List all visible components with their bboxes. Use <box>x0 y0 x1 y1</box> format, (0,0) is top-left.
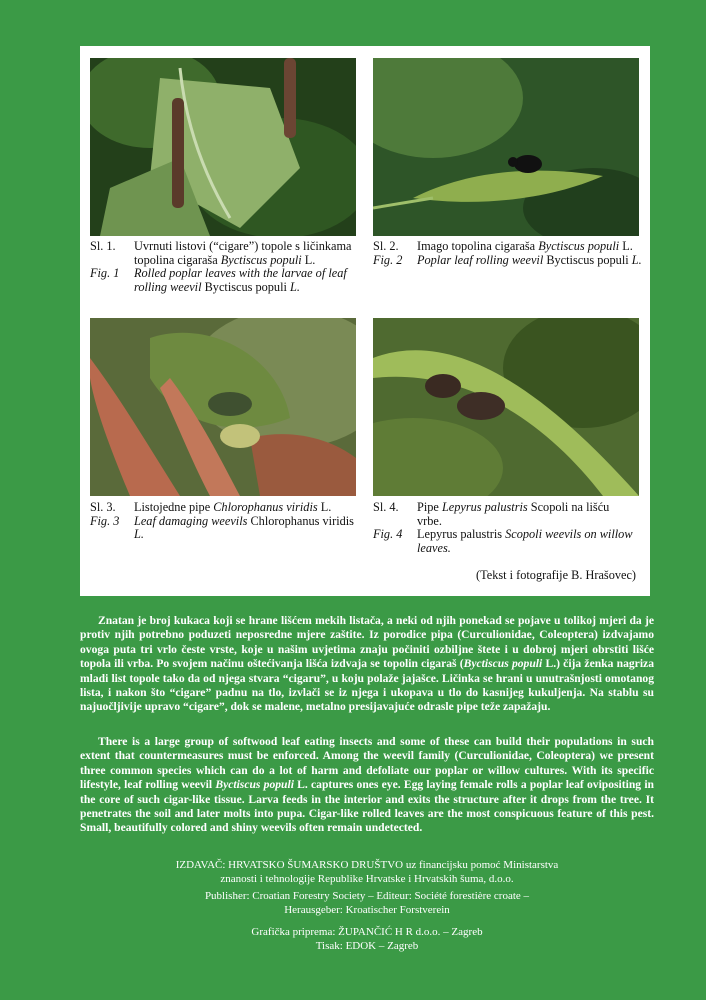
croatian-species: Byctiscus populi <box>463 657 543 671</box>
caption-2 <box>373 240 643 267</box>
graphic-prep-line: Grafička priprema: ŽUPANČIĆ H R d.o.o. – Zagreb <box>251 926 483 938</box>
photo-lepyrus-weevils-on-willow <box>373 318 639 496</box>
photo-poplar-weevil-on-leaf <box>373 58 639 236</box>
caption-1-fig-text: Rolled poplar leaves with the larvae of leaf rolling weevil <box>134 266 347 294</box>
caption-3-fig-author: L. <box>134 527 144 542</box>
publisher-line-2: znanosti i tehnologije Republike Hrvatske i Hrvatskih šuma, d.o.o. <box>220 873 514 885</box>
publisher-line-1: IZDAVAČ: HRVATSKO ŠUMARSKO DRUŠTVO uz financijsku pomoć Ministarstva <box>175 859 559 871</box>
caption-1-sl-author: L. <box>301 252 316 267</box>
caption-1-fig-species: Byctiscus populi <box>204 279 287 294</box>
english-text-part1: There is a large group of softwood leaf eating insects and some of these can build their populations in such extent that countermeasures must be enforced. Among the weevil family (Curculionidae, Coleoptera) we present three common species which can do a lot of harm and defoliate our poplar or willow cultures. With its specific lifestyle, leaf rolling weevil <box>80 735 654 792</box>
croatian-text-part2: L.) čija ženka nagriza mladi list topole tako da od njega stvara “cigaru”, u koju polaže jajašce. Ličinka se hrani u unutrašnjosti omotanog lista, i nakon što “cigare” padnu na tlo, izvlači se iz njega i ukopava u tlo do kasnijeg kukuljenja. Na stablu su najuočljivije upravo “cigare”, dok se malene, metalno presijavajuće odrasle pipe teže zapažaju. <box>80 657 654 714</box>
caption-1-sl-label: Sl. 1. <box>90 239 116 253</box>
figure-panel <box>80 46 650 596</box>
photo-rolled-poplar-leaves <box>90 58 356 236</box>
caption-2-fig-text: Poplar leaf rolling weevil <box>417 252 547 267</box>
caption-1-fig-label: Fig. 1 <box>90 266 120 281</box>
caption-3 <box>90 501 366 542</box>
publisher-line-3: Publisher: Croatian Forestry Society – Editeur: Société forestière croate – <box>204 890 530 902</box>
caption-1-sl-text: Uvrnuti listovi (“cigare”) topole s ličinkama topolina cigaraša <box>134 239 352 267</box>
english-text-part2: L. captures ones eye. Egg laying female rolls a poplar leaf ovipositing in the core of such cigar-like tissue. Larva feeds in the interior and exits the structure after it drops from the tree. It penetrates the soil and later molts into pupa. Cigar-like rolled leaves are the most conspicuous feature of this pest. Small, beautifully colored and shiny weevils often remain undetected. <box>80 778 654 835</box>
caption-1-sl-species: Byctiscus populi <box>220 252 302 267</box>
caption-2-sl-text: Imago topolina cigaraša <box>417 239 539 253</box>
caption-2-sl-species: Byctiscus populi <box>538 239 620 253</box>
caption-4-fig-text: Lepyrus palustris <box>417 527 503 542</box>
caption-1-fig-author: L. <box>286 279 300 294</box>
caption-3-sl-label: Sl. 3. <box>90 500 116 514</box>
caption-2-fig-label: Fig. 2 <box>373 252 403 267</box>
caption-3-fig-label: Fig. 3 <box>90 513 120 528</box>
caption-4-fig-label: Fig. 4 <box>373 527 403 542</box>
english-species: Byctiscus populi <box>215 778 294 792</box>
caption-3-sl-author: L. <box>317 500 332 514</box>
croatian-text-part1: Znatan je broj kukaca koji se hrane lišćem mekih listača, a neki od njih ponekad se pojave u tolikoj mjeri da je protiv njih potrebno poduzeti neposredne mjere zaštite. Iz porodice pipa (Curculionidae, Coleoptera) izdvajamo ovoga puta tri vrlo česte vrste, koje u našim uvjetima znaju počiniti ozbiljne štete i u dobroj mjeri obrstiti lišće topola ili vrba. Po svojem načinu oštećivanja lišća izdvaja se topolin cigaraš ( <box>80 614 654 671</box>
caption-4-sl-species: Lepyrus palustris <box>441 500 528 514</box>
publisher-info <box>80 858 654 953</box>
caption-2-sl-label: Sl. 2. <box>373 239 399 253</box>
caption-4-sl-text: Pipe <box>417 500 442 514</box>
caption-3-fig-text: Leaf damaging weevils <box>134 513 251 528</box>
caption-2-fig-author: L. <box>628 252 642 267</box>
croatian-paragraph <box>80 614 654 715</box>
caption-2-sl-author: L. <box>619 239 633 253</box>
caption-4-sl-label: Sl. 4. <box>373 500 399 514</box>
publisher-line-4: Herausgeber: Kroatischer Forstverein <box>284 904 450 916</box>
caption-4-sl-author: Scopoli na lišću vrbe. <box>417 500 610 528</box>
english-paragraph <box>80 735 654 836</box>
caption-1 <box>90 240 366 294</box>
photo-leaf-damaging-weevils <box>90 318 356 496</box>
caption-3-sl-text: Listojedne pipe <box>134 500 214 514</box>
caption-4 <box>373 501 635 555</box>
print-line: Tisak: EDOK – Zagreb <box>315 940 419 952</box>
caption-4-fig-species: Scopoli weevils on willow leaves. <box>417 527 633 555</box>
caption-3-fig-species: Chlorophanus viridis <box>250 513 354 528</box>
caption-3-sl-species: Chlorophanus viridis <box>213 500 318 514</box>
photo-credit: (Tekst i fotografije B. Hrašovec) <box>476 568 636 582</box>
caption-2-fig-species: Byctiscus populi <box>546 252 629 267</box>
